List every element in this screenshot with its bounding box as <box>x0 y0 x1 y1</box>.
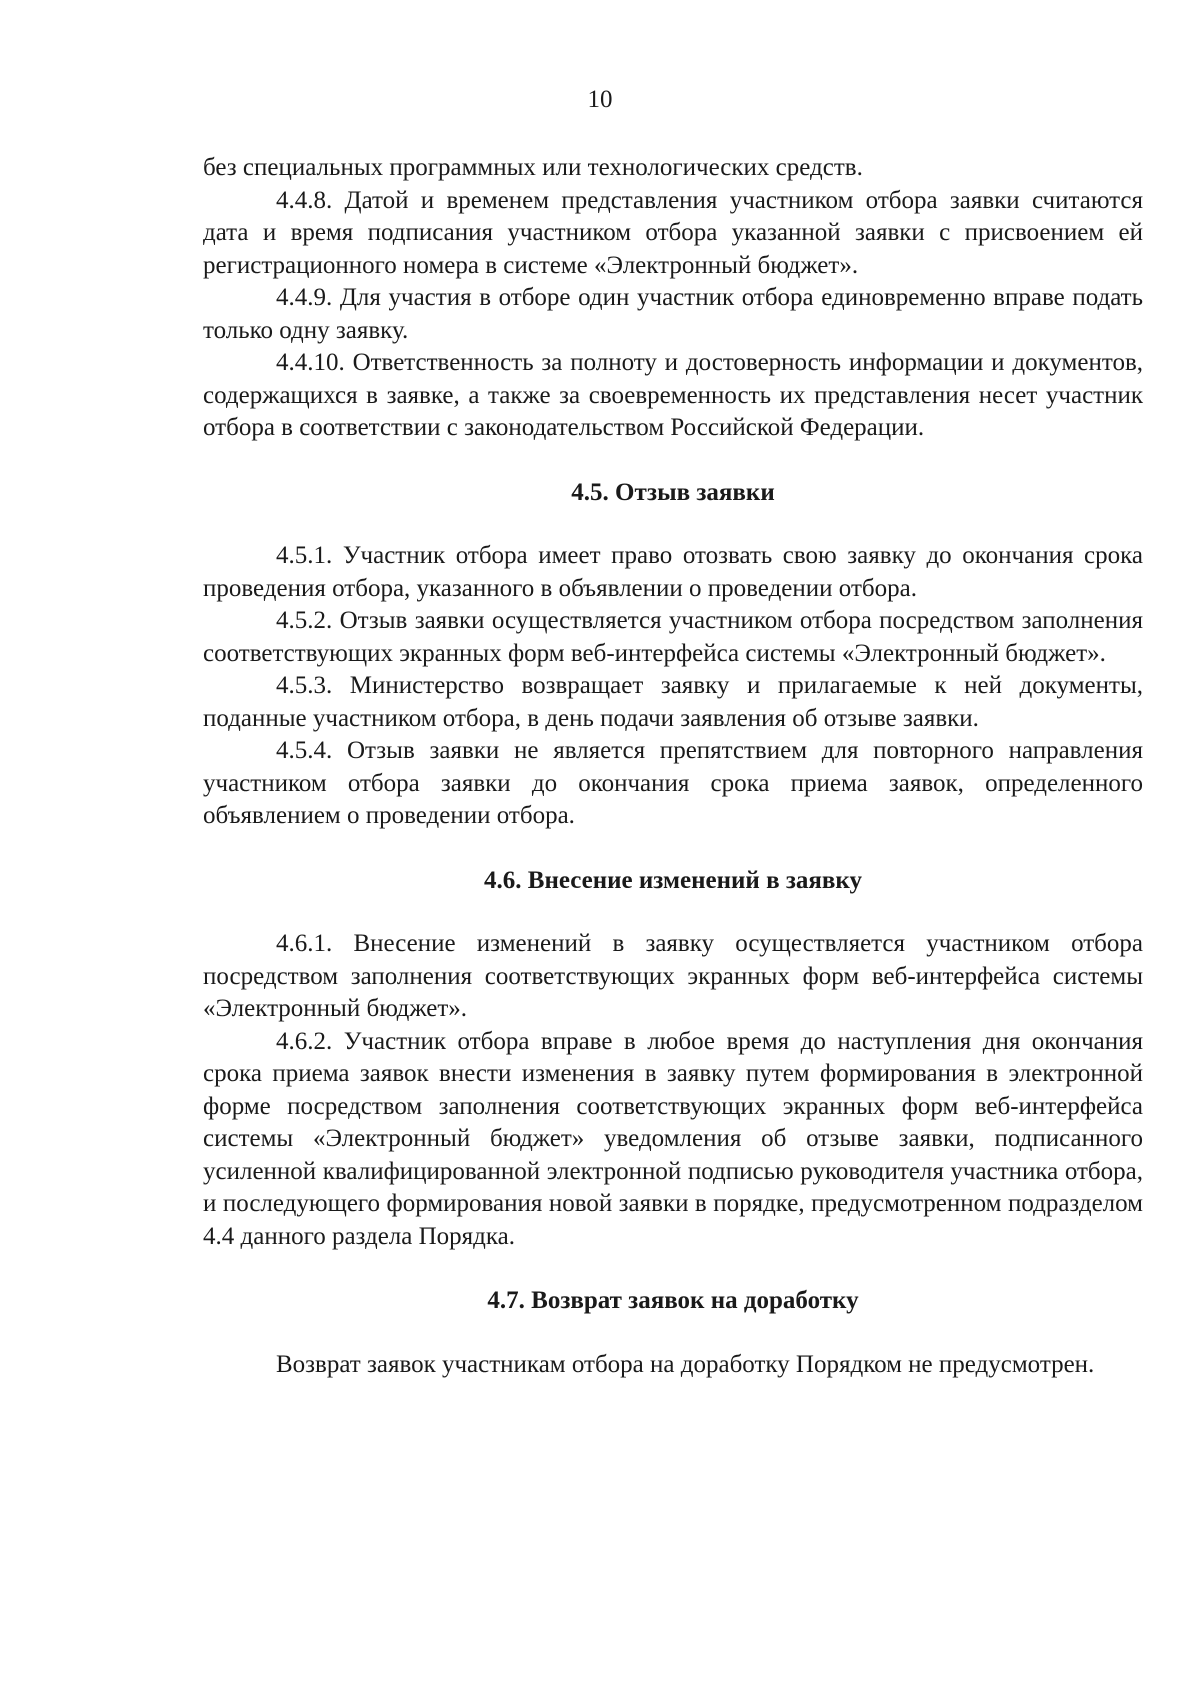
paragraph-4-5-2: 4.5.2. Отзыв заявки осуществляется участником отбора посредством заполнения соответствующих экранных форм веб-интерфейса системы «Электронный бюджет». <box>203 607 1143 667</box>
section-heading-4-6: 4.6. Внесение изменений в заявку <box>484 866 862 894</box>
paragraph-continuation: без специальных программных или технологических средств. <box>203 154 863 181</box>
paragraph-4-4-10: 4.4.10. Ответственность за полноту и достоверность информации и документов, содержащихся в заявке, а также за своевременность их представления несет участник отбора в соответствии с законодательством Российской Федерации. <box>203 349 1143 441</box>
paragraph-4-5-4: 4.5.4. Отзыв заявки не является препятствием для повторного направления участником отбора заявки до окончания срока приема заявок, определенного объявлением о проведении отбора. <box>203 737 1143 829</box>
section-heading-4-5: 4.5. Отзыв заявки <box>571 478 775 506</box>
paragraph-4-7: Возврат заявок участникам отбора на доработку Порядком не предусмотрен. <box>276 1350 1095 1378</box>
paragraph-4-4-9: 4.4.9. Для участия в отборе один участник отбора единовременно вправе подать только одну заявку. <box>203 284 1143 344</box>
paragraph-4-5-1: 4.5.1. Участник отбора имеет право отозвать свою заявку до окончания срока проведения отбора, указанного в объявлении о проведении отбора. <box>203 542 1143 602</box>
paragraph-4-6-1: 4.6.1. Внесение изменений в заявку осуществляется участником отбора посредством заполнения соответствующих экранных форм веб-интерфейса системы «Электронный бюджет». <box>203 930 1143 1022</box>
document-body <box>203 152 1143 1381</box>
paragraph-4-5-3: 4.5.3. Министерство возвращает заявку и прилагаемые к ней документы, поданные участником отбора, в день подачи заявления об отзыве заявки. <box>203 672 1143 732</box>
paragraph-4-4-8: 4.4.8. Датой и временем представления участником отбора заявки считаются дата и время подписания участником отбора указанной заявки с присвоением ей регистрационного номера в системе «Электронный бюджет». <box>203 186 1143 279</box>
paragraph-4-6-2: 4.6.2. Участник отбора вправе в любое время до наступления дня окончания срока приема заявок внести изменения в заявку путем формирования в электронной форме посредством заполнения соответствующих экранных форм веб-интерфейса системы «Электронный бюджет» уведомления об отзыве заявки, подписанного усиленной квалифицированной электронной подписью руководителя участника отбора, и последующего формирования новой заявки в порядке, предусмотренном подразделом 4.4 данного раздела Порядка. <box>203 1027 1143 1250</box>
section-heading-4-7: 4.7. Возврат заявок на доработку <box>487 1287 859 1314</box>
page-number: 10 <box>587 86 613 113</box>
